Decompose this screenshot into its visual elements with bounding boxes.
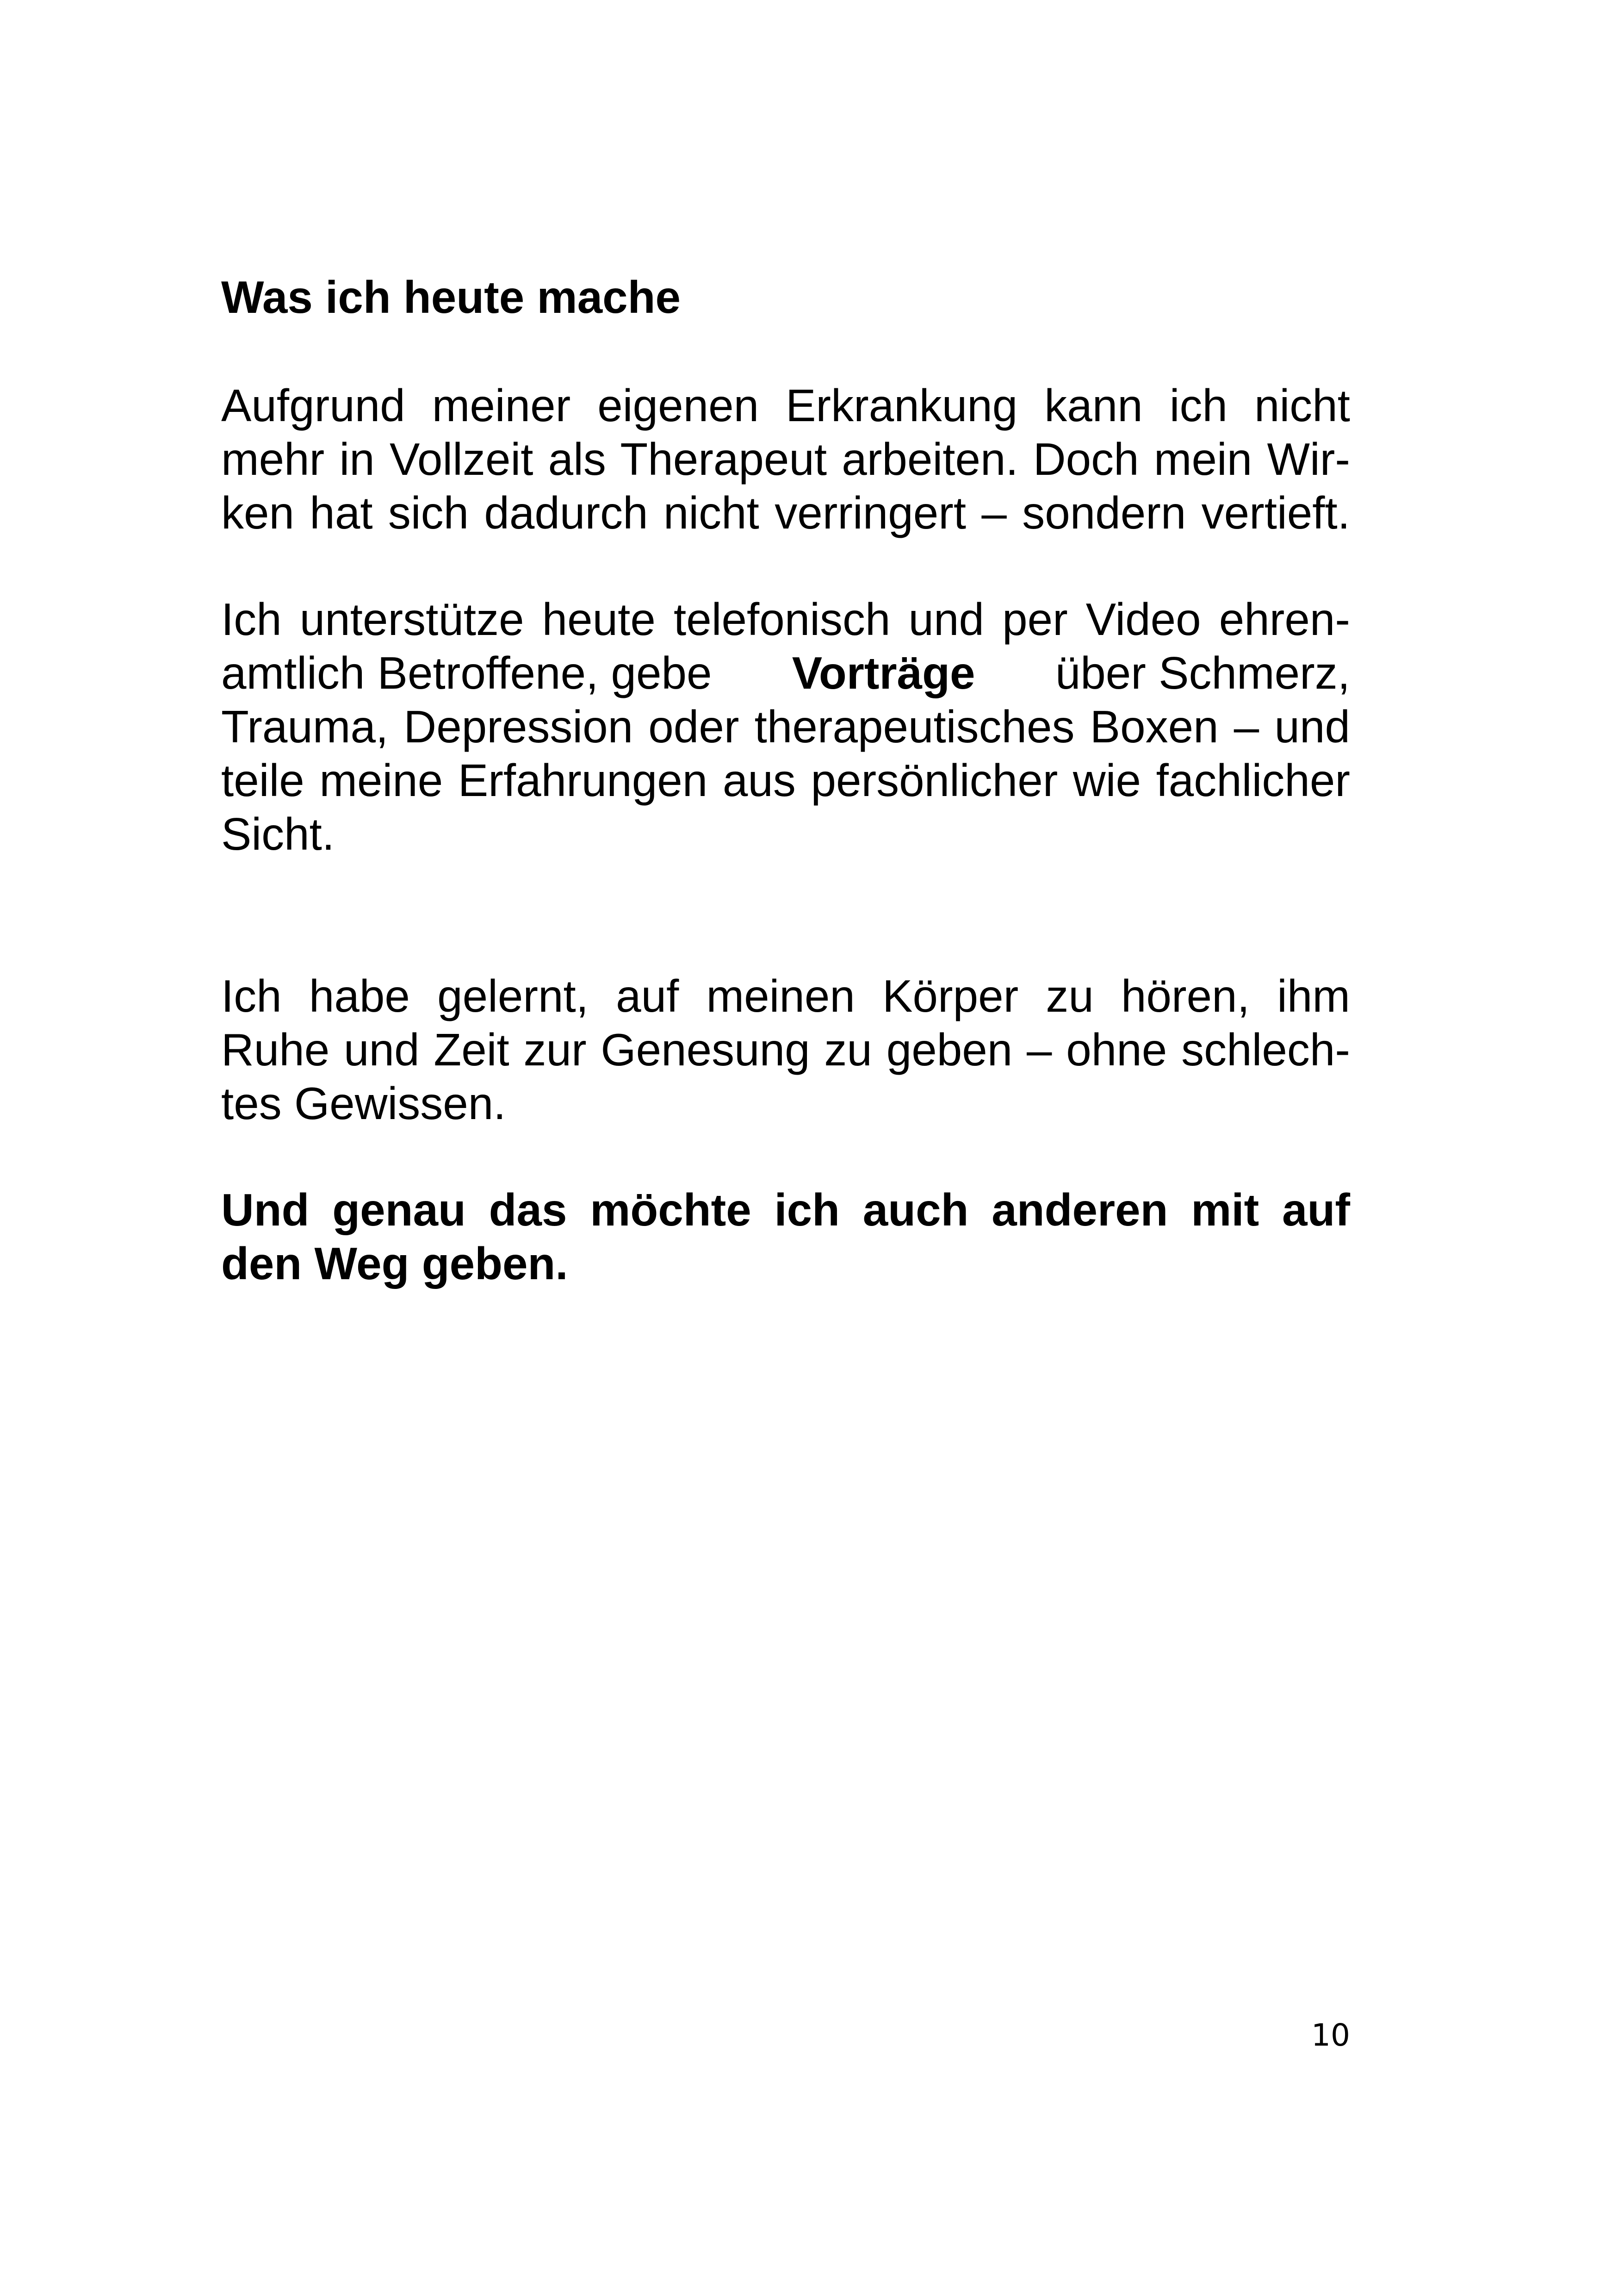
paragraph-1-line-1: Aufgrund meiner eigenen Erkrankung kann ich nicht [221, 380, 1350, 431]
paragraph-2-line-4: teile meine Erfahrungen aus persönlicher wie fachlicher [221, 755, 1350, 806]
lectures-emphasis: Vorträge [792, 647, 975, 698]
paragraph-2-text-after: über Schmerz, [1042, 647, 1350, 698]
paragraph-2-line-5: Sicht. [221, 809, 335, 859]
paragraph-3-line-1: Ich habe gelernt, auf meinen Körper zu hören, ihm [221, 971, 1350, 1021]
paragraph-1-line-2: mehr in Vollzeit als Therapeut arbeiten. Doch mein Wir- [221, 434, 1350, 485]
paragraph-3-line-3: tes Gewissen. [221, 1078, 506, 1129]
closing-line-2: den Weg geben. [221, 1238, 568, 1289]
paragraph-3-line-2: Ruhe und Zeit zur Genesung zu geben – ohne schlech- [221, 1024, 1350, 1075]
paragraph-2-line-3: Trauma, Depression oder therapeutisches Boxen – und [221, 701, 1350, 752]
paragraph-2-line-2 [221, 646, 1350, 700]
closing-line-1: Und genau das möchte ich auch anderen mit auf [221, 1184, 1350, 1235]
page-number: 10 [1311, 2017, 1350, 2053]
paragraph-2-text-before: amtlich Betroffene, gebe [221, 647, 725, 698]
paragraph-2-line-1: Ich unterstütze heute telefonisch und per Video ehren- [221, 594, 1350, 645]
section-heading: Was ich heute mache [221, 272, 681, 323]
paragraph-1-line-3: ken hat sich dadurch nicht verringert – sondern vertieft. [221, 487, 1350, 538]
